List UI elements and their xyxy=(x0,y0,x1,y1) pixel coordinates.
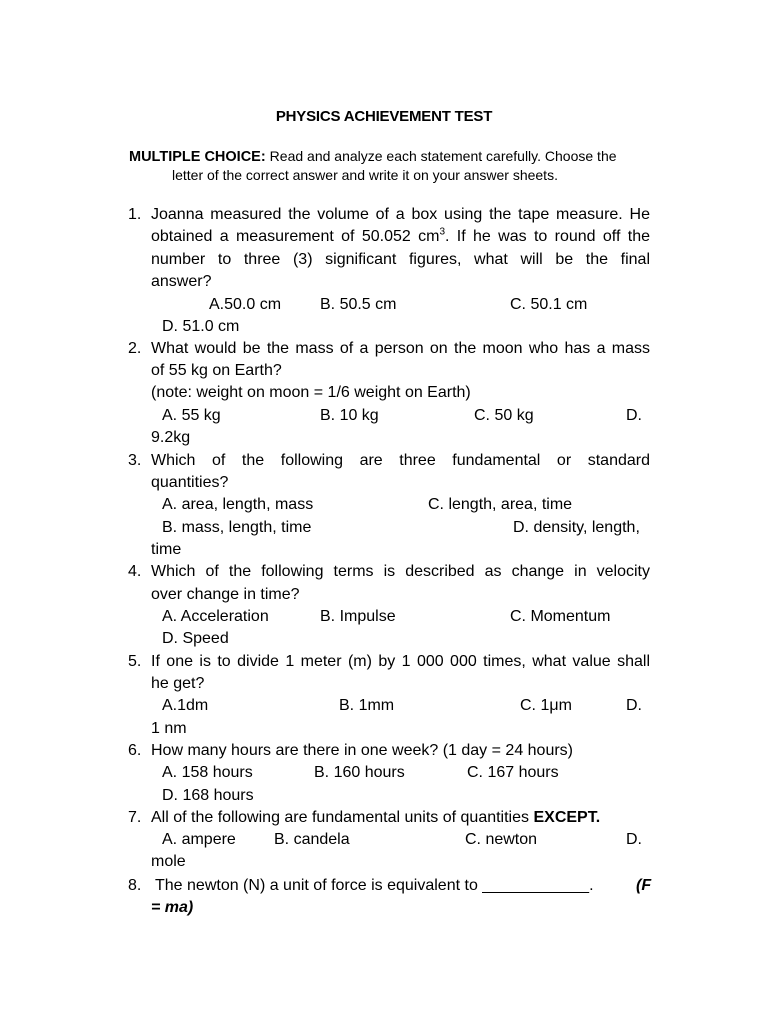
question-text: quantities? xyxy=(151,474,229,491)
choice-b: B. mass, length, time xyxy=(162,519,312,536)
question-text: Which of the following terms is described as change in velocity xyxy=(151,563,650,580)
text-span: All of the following are fundamental units of quantities xyxy=(151,809,530,826)
formula-hint: (F xyxy=(636,877,652,894)
choice-a: A.50.0 cm xyxy=(209,296,282,313)
choice-d-value: mole xyxy=(151,853,186,870)
question-text: Which of the following are three fundamental or standard xyxy=(151,452,650,469)
question-note: (note: weight on moon = 1/6 weight on Earth) xyxy=(151,384,471,401)
text-span: obtained a measurement of 50.052 cm xyxy=(151,228,440,245)
text-span: . If he was to round off the xyxy=(445,228,650,245)
choice-b: B. 50.5 cm xyxy=(320,296,397,313)
choice-d-continued: time xyxy=(151,541,182,558)
choice-d-label: D. xyxy=(626,831,642,848)
choice-b: B. Impulse xyxy=(320,608,396,625)
choice-b: B. 160 hours xyxy=(314,764,405,781)
instructions-label: MULTIPLE CHOICE: xyxy=(129,149,266,165)
choice-a: A. area, length, mass xyxy=(162,496,314,513)
choice-c: C. 50 kg xyxy=(474,407,534,424)
instructions-text: Read and analyze each statement carefully. Choose the xyxy=(269,148,617,164)
question-text: answer? xyxy=(151,273,212,290)
question-number: 1. xyxy=(128,206,142,223)
choice-c: C. newton xyxy=(465,831,538,848)
question-number: 7. xyxy=(128,809,142,826)
choice-d: D. Speed xyxy=(162,630,229,647)
question-text: he get? xyxy=(151,675,205,692)
question-number: 4. xyxy=(128,563,142,580)
emphasis-text: EXCEPT. xyxy=(533,809,601,826)
page-title: PHYSICS ACHIEVEMENT TEST xyxy=(275,108,493,125)
question-text xyxy=(151,809,600,827)
choice-a: A.1dm xyxy=(162,697,209,714)
choice-c: C. 167 hours xyxy=(467,764,559,781)
choice-c: C. 1μm xyxy=(520,697,572,714)
choice-d: D. 168 hours xyxy=(162,787,254,804)
question-text: The newton (N) a unit of force is equivalent to ____________. xyxy=(155,877,594,894)
question-number: 8. xyxy=(128,877,142,894)
formula-hint-continued: = ma) xyxy=(151,899,194,916)
choice-d-value: 9.2kg xyxy=(151,429,191,446)
question-text: What would be the mass of a person on the moon who has a mass xyxy=(151,340,650,357)
question-number: 2. xyxy=(128,340,142,357)
choice-a: A. ampere xyxy=(162,831,236,848)
choice-d-value: 1 nm xyxy=(151,720,187,737)
choice-d-label: D. xyxy=(626,407,642,424)
question-text: How many hours are there in one week? (1 day = 24 hours) xyxy=(151,742,574,759)
choice-c: C. length, area, time xyxy=(428,496,573,513)
choice-d: D. 51.0 cm xyxy=(162,318,240,335)
choice-d-label: D. xyxy=(626,697,642,714)
question-text: over change in time? xyxy=(151,586,300,603)
choice-c: C. Momentum xyxy=(510,608,611,625)
choice-c: C. 50.1 cm xyxy=(510,296,588,313)
choice-a: A. 55 kg xyxy=(162,407,221,424)
choice-d: D. density, length, xyxy=(513,519,640,536)
question-number: 5. xyxy=(128,653,142,670)
question-number: 6. xyxy=(128,742,142,759)
question-text: Joanna measured the volume of a box using the tape measure. He xyxy=(151,206,650,223)
question-text: of 55 kg on Earth? xyxy=(151,362,282,379)
choice-a: A. Acceleration xyxy=(162,608,269,625)
choice-b: B. 10 kg xyxy=(320,407,379,424)
question-text xyxy=(151,228,650,246)
instructions-line-2: letter of the correct answer and write it on your answer sheets. xyxy=(172,167,558,183)
choice-b: B. 1mm xyxy=(339,697,395,714)
superscript: 3 xyxy=(439,226,445,238)
choice-b: B. candela xyxy=(274,831,350,848)
question-text: If one is to divide 1 meter (m) by 1 000 000 times, what value shall xyxy=(151,653,650,670)
question-number: 3. xyxy=(128,452,142,469)
choice-a: A. 158 hours xyxy=(162,764,253,781)
instructions-line-1 xyxy=(129,148,617,165)
question-text: number to three (3) significant figures, what will be the final xyxy=(151,251,650,268)
